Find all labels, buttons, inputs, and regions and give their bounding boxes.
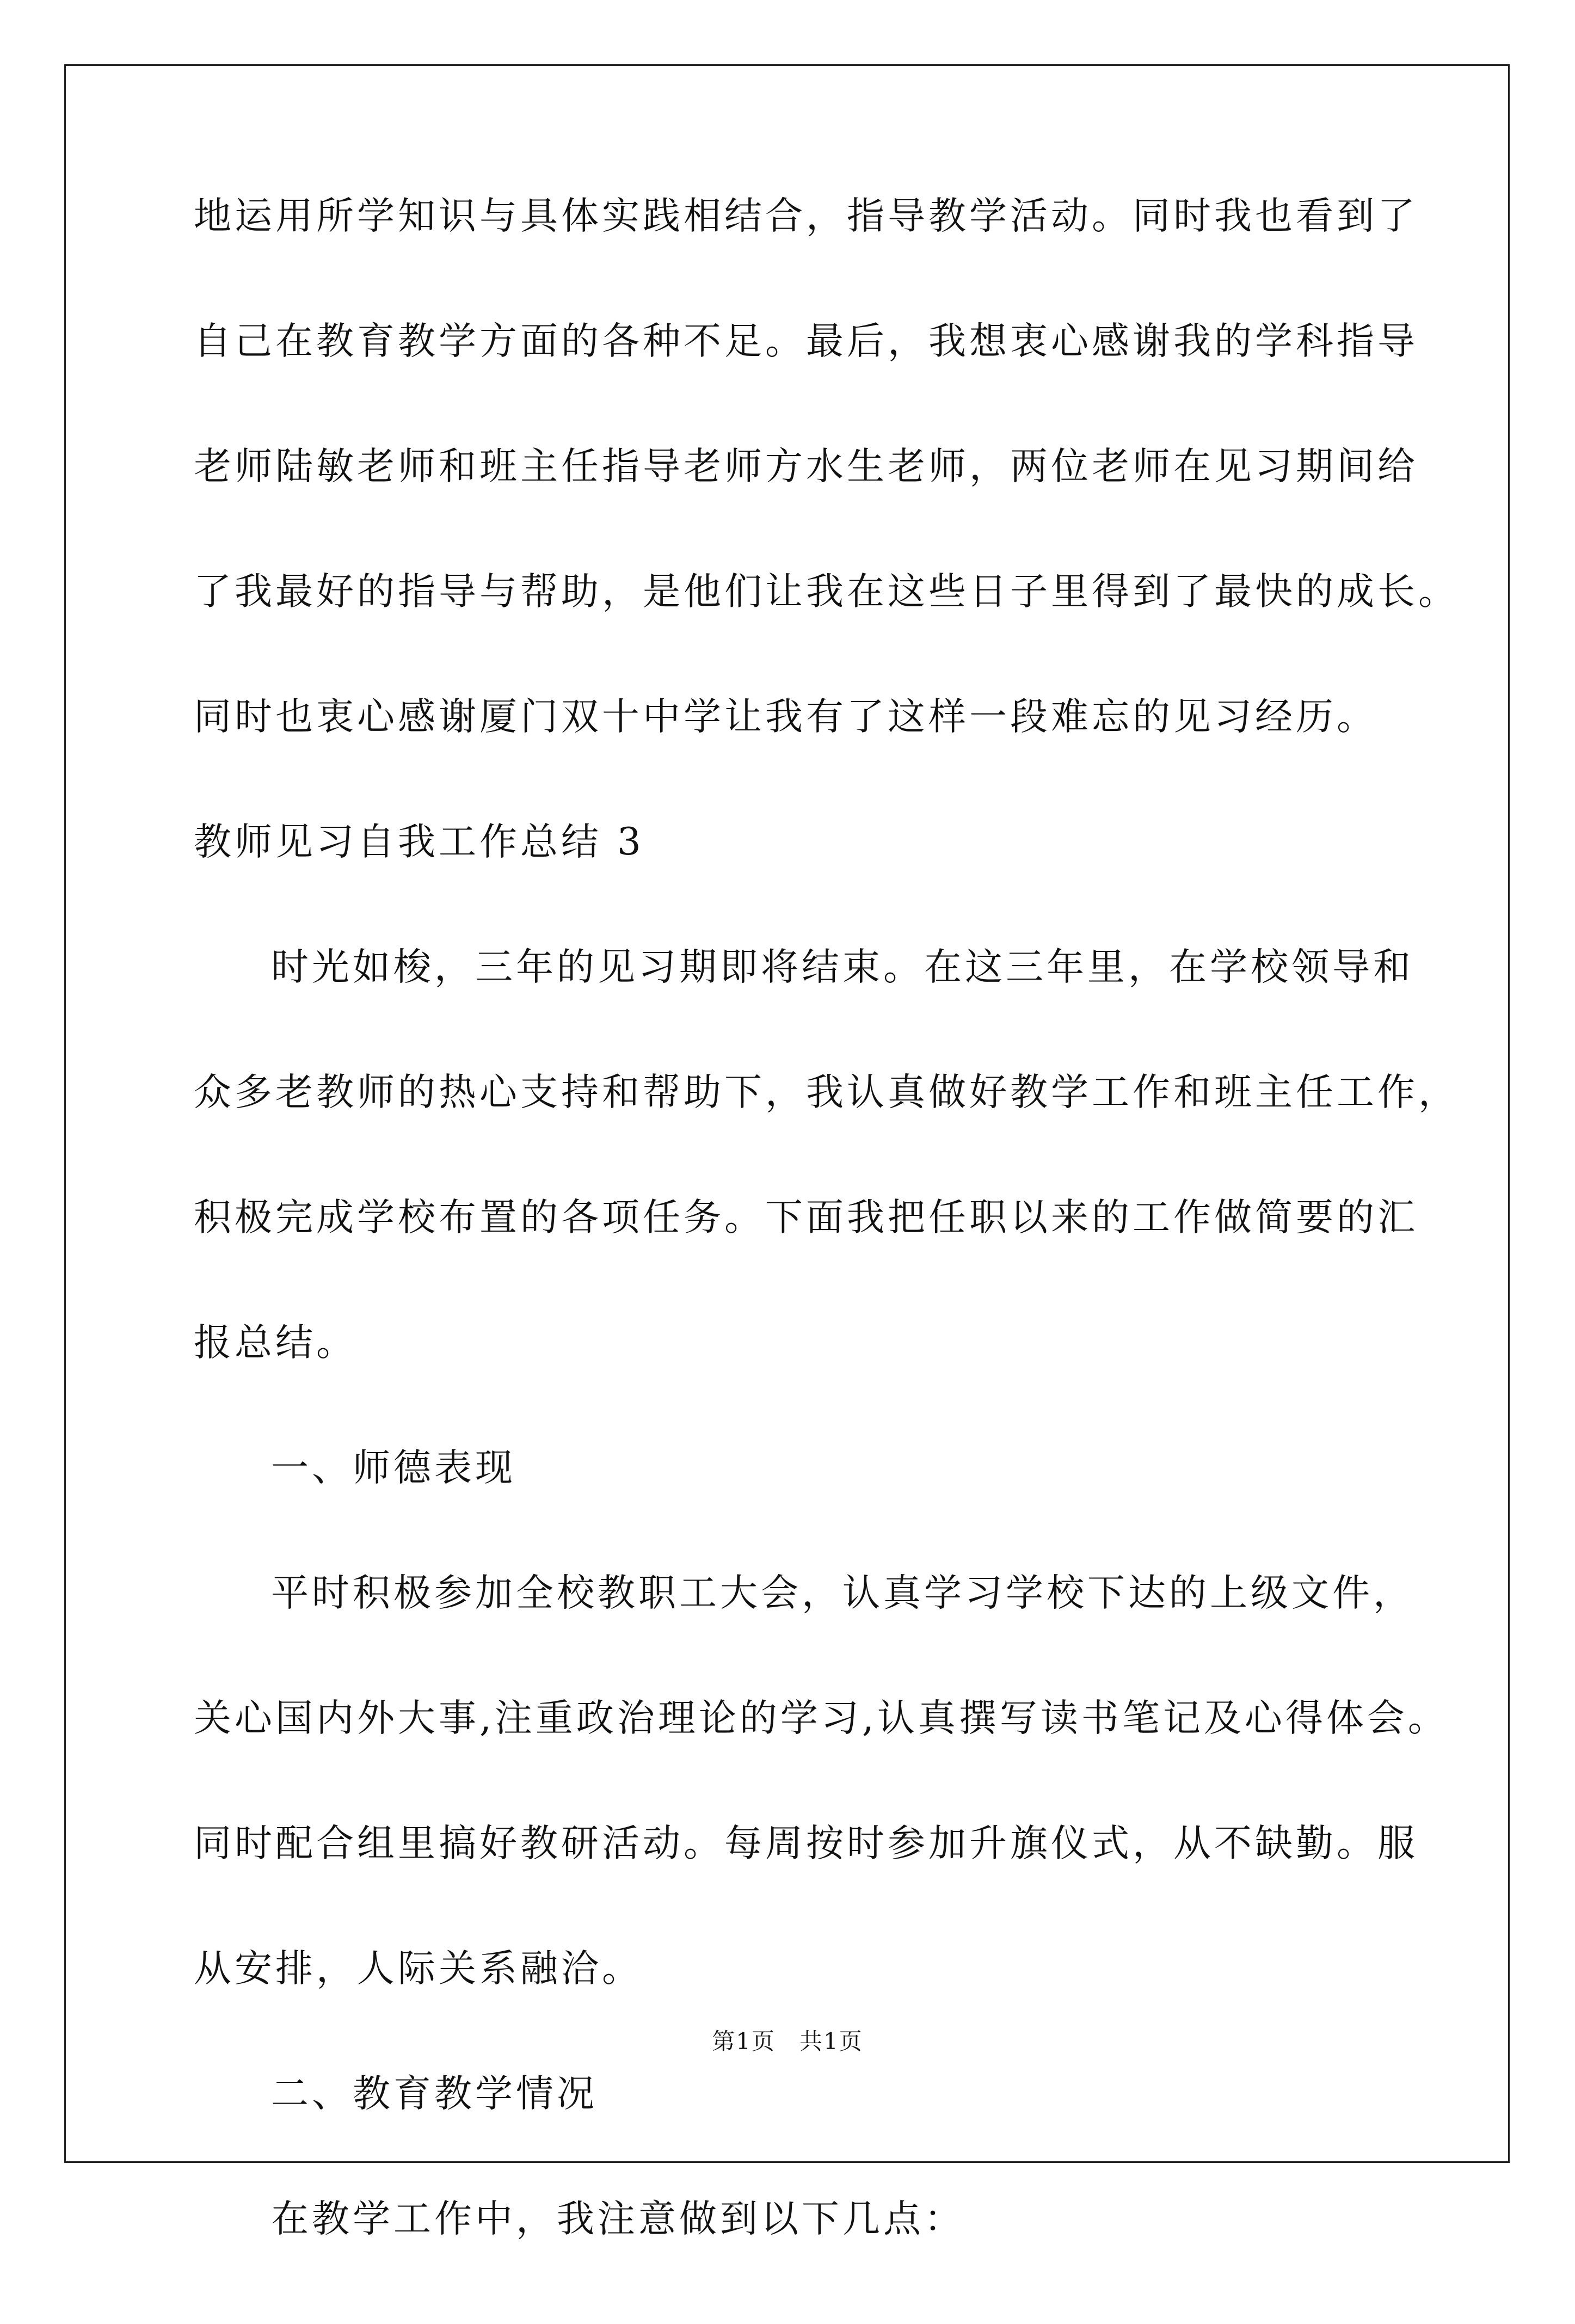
paragraph-line: 老师陆敏老师和班主任指导老师方水生老师，两位老师在见习期间给 xyxy=(194,445,1418,488)
paragraph-line: 地运用所学知识与具体实践相结合，指导教学活动。同时我也看到了 xyxy=(194,194,1418,238)
page-number-footer: 第1页 共1页 xyxy=(712,2028,863,2055)
paragraph-line: 众多老教师的热心支持和帮助下，我认真做好教学工作和班主任工作， xyxy=(194,1071,1459,1114)
paragraph-line: 同时配合组里搞好教研活动。每周按时参加升旗仪式，从不缺勤。服 xyxy=(194,1822,1418,1865)
paragraph-line: 平时积极参加全校教职工大会，认真学习学校下达的上级文件， xyxy=(271,1571,1414,1615)
paragraph-line: 时光如梭，三年的见习期即将结束。在这三年里，在学校领导和 xyxy=(271,945,1414,989)
paragraph-line: 了我最好的指导与帮助，是他们让我在这些日子里得到了最快的成长。 xyxy=(194,570,1459,613)
paragraph-line: 从安排，人际关系融洽。 xyxy=(194,1947,643,1990)
paragraph-line: 同时也衷心感谢厦门双十中学让我有了这样一段难忘的见习经历。 xyxy=(194,695,1377,739)
document-body xyxy=(194,194,1459,2324)
paragraph-line: 积极完成学校布置的各项任务。下面我把任职以来的工作做简要的汇 xyxy=(194,1196,1418,1239)
paragraph-line: 在教学工作中，我注意做到以下几点： xyxy=(271,2197,965,2241)
paragraph-line: 报总结。 xyxy=(194,1321,357,1364)
section-heading: 教师见习自我工作总结 3 xyxy=(194,820,644,864)
paragraph-line: 关心国内外大事,注重政治理论的学习,认真撰写读书笔记及心得体会。 xyxy=(194,1696,1449,1740)
subheading-teacher-ethics: 一、师德表现 xyxy=(271,1446,516,1490)
paragraph-line: 自己在教育教学方面的各种不足。最后，我想衷心感谢我的学科指导 xyxy=(194,319,1418,363)
subheading-teaching-situation: 二、教育教学情况 xyxy=(271,2072,598,2116)
